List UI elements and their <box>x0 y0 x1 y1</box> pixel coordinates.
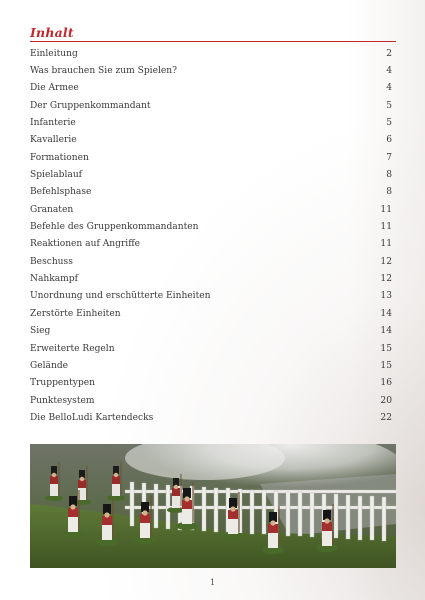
toc-entry-title: Die BelloLudi Kartendecks <box>30 412 154 423</box>
toc-entry[interactable] <box>30 253 392 270</box>
toc-entry-page: 13 <box>380 291 392 302</box>
toc-entry-page: 11 <box>380 204 392 215</box>
toc-entry-page: 11 <box>380 222 392 233</box>
toc-entry[interactable] <box>30 218 392 235</box>
toc-entry-title: Befehle des Gruppenkommandanten <box>30 222 199 233</box>
toc-entry-title: Punktesystem <box>30 395 95 406</box>
toc-entry[interactable] <box>30 375 392 392</box>
toc-entry[interactable] <box>30 236 392 253</box>
toc-entry[interactable] <box>30 340 392 357</box>
toc-entry-page: 8 <box>386 170 392 181</box>
toc-entry-title: Sieg <box>30 326 51 337</box>
toc-entry-page: 22 <box>380 412 392 423</box>
toc-entry-title: Beschuss <box>30 256 73 267</box>
toc-entry[interactable] <box>30 149 392 166</box>
toc-entry-page: 16 <box>380 378 392 389</box>
toc-entry-page: 14 <box>380 308 392 319</box>
toc-entry[interactable] <box>30 166 392 183</box>
toc-entry-title: Einleitung <box>30 48 78 59</box>
toc-entry-page: 11 <box>380 239 392 250</box>
toc-entry[interactable] <box>30 409 392 426</box>
toc-heading: Inhalt <box>30 25 74 40</box>
toc-entry-title: Nahkampf <box>30 274 78 285</box>
toc-entry-title: Unordnung und erschütterte Einheiten <box>30 291 211 302</box>
toc-entry-title: Formationen <box>30 152 89 163</box>
toc-entry[interactable] <box>30 305 392 322</box>
toc-entry-page: 20 <box>380 395 392 406</box>
toc-entry-page: 6 <box>386 135 392 146</box>
toc-entry-page: 5 <box>386 118 392 129</box>
toc-entry-page: 5 <box>386 100 392 111</box>
toc-entry-page: 4 <box>386 66 392 77</box>
toc-entry-title: Erweiterte Regeln <box>30 343 115 354</box>
toc-entry-page: 4 <box>386 83 392 94</box>
toc-entry-page: 12 <box>380 256 392 267</box>
toc-entry-title: Zerstörte Einheiten <box>30 308 121 319</box>
toc-entry[interactable] <box>30 45 392 62</box>
toc-entry[interactable] <box>30 184 392 201</box>
table-of-contents <box>30 45 392 427</box>
toc-entry-title: Reaktionen auf Angriffe <box>30 239 141 250</box>
toc-entry-title: Die Armee <box>30 83 79 94</box>
heading-divider <box>30 41 396 42</box>
toc-entry-title: Kavallerie <box>30 135 77 146</box>
toc-entry-page: 2 <box>386 48 392 59</box>
toc-entry-title: Was brauchen Sie zum Spielen? <box>30 66 177 77</box>
toc-entry-page: 14 <box>380 326 392 337</box>
toc-entry[interactable] <box>30 62 392 79</box>
toc-entry[interactable] <box>30 132 392 149</box>
toc-entry-page: 7 <box>386 152 392 163</box>
toc-entry-title: Granaten <box>30 204 74 215</box>
toc-entry[interactable] <box>30 270 392 287</box>
toc-entry-title: Infanterie <box>30 118 76 129</box>
toc-entry-title: Spielablauf <box>30 170 83 181</box>
toc-entry[interactable] <box>30 357 392 374</box>
toc-entry-page: 15 <box>380 360 392 371</box>
toc-entry[interactable] <box>30 392 392 409</box>
toc-entry[interactable] <box>30 323 392 340</box>
toc-entry-title: Der Gruppenkommandant <box>30 100 151 111</box>
miniature-soldiers-photo <box>30 444 396 568</box>
toc-entry-title: Truppentypen <box>30 378 96 389</box>
toc-entry-page: 15 <box>380 343 392 354</box>
toc-entry[interactable] <box>30 114 392 131</box>
toc-entry-title: Befehlsphase <box>30 187 92 198</box>
page-number: 1 <box>209 578 216 588</box>
toc-entry-page: 8 <box>386 187 392 198</box>
toc-entry[interactable] <box>30 288 392 305</box>
toc-entry[interactable] <box>30 80 392 97</box>
toc-entry-page: 12 <box>380 274 392 285</box>
toc-entry[interactable] <box>30 97 392 114</box>
toc-entry[interactable] <box>30 201 392 218</box>
toc-entry-title: Gelände <box>30 360 69 371</box>
